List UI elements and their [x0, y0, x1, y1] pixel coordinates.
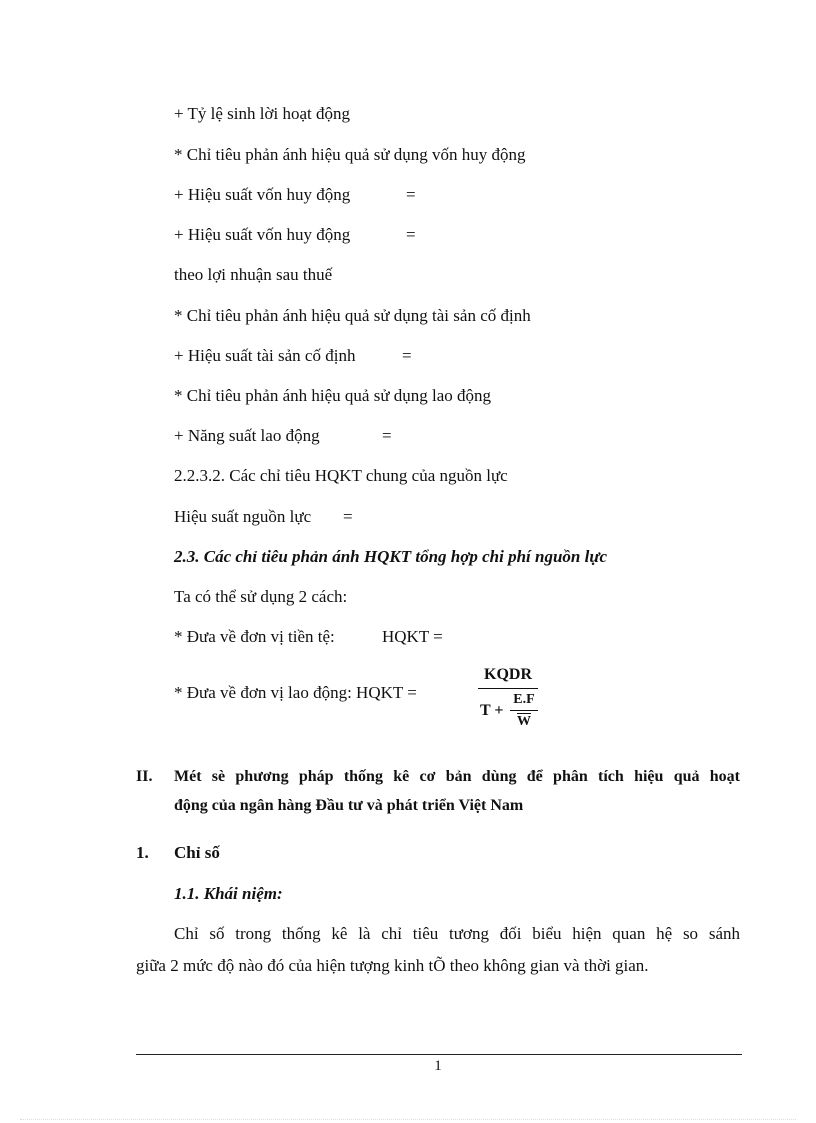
- equals-sign: =: [406, 185, 416, 204]
- equals-sign: =: [406, 225, 416, 244]
- text-line-10: 2.2.3.2. Các chỉ tiêu HQKT chung của nguồn lực: [174, 466, 508, 485]
- body-paragraph: [136, 918, 740, 982]
- equals-sign: =: [343, 507, 353, 526]
- paragraph-line-2: giữa 2 mức độ nào đó của hiện tượng kinh tÕ theo không gian và thời gian.: [136, 956, 649, 975]
- hqkt-label: HQKT =: [382, 627, 443, 646]
- formula-numerator: KQDR: [484, 666, 532, 683]
- text-line-11: Hiệu suất nguồn lực: [174, 507, 312, 526]
- formula-inner-numerator: E.F: [513, 692, 535, 707]
- section-title-line-2: động của ngân hàng Đầu tư và phát triển Việt Nam: [174, 797, 524, 814]
- text-line-1: + Tỷ lệ sinh lời hoạt động: [174, 104, 350, 123]
- footer-rule: [136, 1054, 742, 1055]
- text-line-5: theo lợi nhuận sau thuế: [174, 265, 333, 284]
- equals-sign: =: [382, 426, 392, 445]
- fraction-bar: [478, 688, 538, 689]
- text-line-4: + Hiệu suất vốn huy động: [174, 225, 351, 244]
- inner-fraction-bar: [510, 710, 538, 711]
- equals-sign: =: [402, 346, 412, 365]
- text-line-14: * Đưa về đơn vị tiền tệ:: [174, 627, 335, 646]
- section-number-1: 1.: [136, 843, 149, 862]
- formula-denominator-left: T +: [480, 702, 504, 719]
- page-edge-dots: [20, 1119, 796, 1120]
- text-line-3: + Hiệu suất vốn huy động: [174, 185, 351, 204]
- section-number: II.: [136, 768, 153, 785]
- text-line-6: * Chỉ tiêu phản ánh hiệu quả sử dụng tài sản cố định: [174, 306, 531, 325]
- text-line-8: * Chỉ tiêu phản ánh hiệu quả sử dụng lao động: [174, 386, 492, 405]
- section-heading-2-3: 2.3. Các chỉ tiêu phản ánh HQKT tổng hợp chi phí nguồn lực: [174, 547, 608, 566]
- formula-fraction: [476, 666, 540, 736]
- text-line-15: * Đưa về đơn vị lao động: HQKT =: [174, 683, 417, 702]
- text-line-7: + Hiệu suất tài sản cố định: [174, 346, 356, 365]
- section-title-chi-so: Chỉ số: [174, 843, 220, 862]
- formula-inner-denominator: $\overline{W}$: [517, 714, 531, 729]
- section-title-line-1: Mét sè phương pháp thống kê cơ bản dùng để phân tích hiệu quả hoạt: [174, 768, 740, 785]
- text-line-2: * Chỉ tiêu phản ánh hiệu quả sử dụng vốn huy động: [174, 145, 526, 164]
- page-number: 1: [434, 1058, 442, 1074]
- subsection-heading: 1.1. Khái niệm:: [174, 884, 283, 903]
- paragraph-line-1: Chỉ số trong thống kê là chỉ tiêu tương đối biểu hiện quan hệ so sánh: [174, 924, 740, 943]
- section-heading-ii: [136, 762, 740, 820]
- text-line-13: Ta có thể sử dụng 2 cách:: [174, 587, 348, 606]
- text-line-9: + Năng suất lao động: [174, 426, 320, 445]
